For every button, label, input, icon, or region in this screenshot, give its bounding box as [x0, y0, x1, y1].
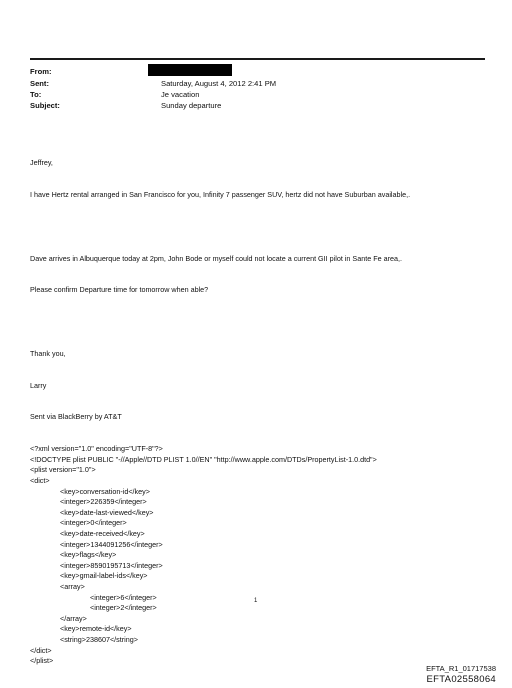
page-number: 1	[254, 598, 258, 604]
to-value: Je vacation	[161, 90, 200, 99]
plist-line: <string>238607</string>	[60, 634, 138, 644]
body-paragraph-2-line-1: Dave arrives in Albuquerque today at 2pm, John Bode or myself could not locate a current GII pilot in Sante Fe area,.	[30, 253, 402, 263]
from-label: From:	[30, 67, 52, 76]
greeting: Jeffrey,	[30, 158, 53, 168]
plist-line: <key>flags</key>	[60, 550, 117, 560]
plist-line: <integer>1344091256</integer>	[60, 539, 163, 549]
plist-line: <key>conversation-id</key>	[60, 486, 150, 496]
device-signature: Sent via BlackBerry by AT&T	[30, 412, 122, 422]
plist-line: <integer>2</integer>	[90, 603, 157, 613]
subject-value: Sunday departure	[161, 101, 222, 110]
email-body	[30, 137, 500, 688]
plist-line: <integer>226359</integer>	[60, 497, 147, 507]
plist-line: <dict>	[30, 476, 50, 485]
plist-line: <!DOCTYPE plist PUBLIC "-//Apple//DTD PLIST 1.0//EN" "http://www.apple.com/DTDs/PropertyList-1.0.dtd">	[30, 454, 377, 464]
bates-number-1: EFTA_R1_01717538	[426, 664, 496, 673]
plist-line: <integer>8590195713</integer>	[60, 560, 163, 570]
sender-name: Larry	[30, 380, 47, 390]
plist-line: </plist>	[30, 656, 54, 666]
signoff: Thank you,	[30, 348, 66, 358]
subject-label: Subject:	[30, 101, 60, 110]
redaction-box	[148, 64, 232, 76]
body-paragraph-2-line-2: Please confirm Departure time for tomorrow when able?	[30, 285, 209, 295]
plist-line: <integer>0</integer>	[60, 518, 127, 528]
plist-line: <key>remote-id</key>	[60, 624, 132, 634]
sent-value: Saturday, August 4, 2012 2:41 PM	[161, 79, 277, 88]
plist-block	[30, 444, 500, 666]
plist-line: <array>	[60, 581, 85, 591]
header-rule	[30, 58, 485, 60]
plist-line: <?xml version="1.0" encoding="UTF-8"?>	[30, 444, 163, 454]
plist-line: <integer>6</integer>	[90, 592, 157, 602]
body-paragraph-1: I have Hertz rental arranged in San Francisco for you, Infinity 7 passenger SUV, hertz did not have Suburban available,.	[30, 189, 411, 199]
to-label: To:	[30, 90, 42, 99]
plist-line: </dict>	[30, 645, 52, 655]
sent-label: Sent:	[30, 79, 49, 88]
bates-number-2: EFTA02558064	[426, 674, 496, 685]
plist-line: </array>	[60, 613, 87, 623]
plist-line: <key>date-last-viewed</key>	[60, 507, 154, 517]
plist-line: <key>date-received</key>	[60, 528, 145, 538]
plist-line: <key>gmail-label-ids</key>	[60, 571, 148, 581]
plist-line: <plist version="1.0">	[30, 465, 96, 475]
